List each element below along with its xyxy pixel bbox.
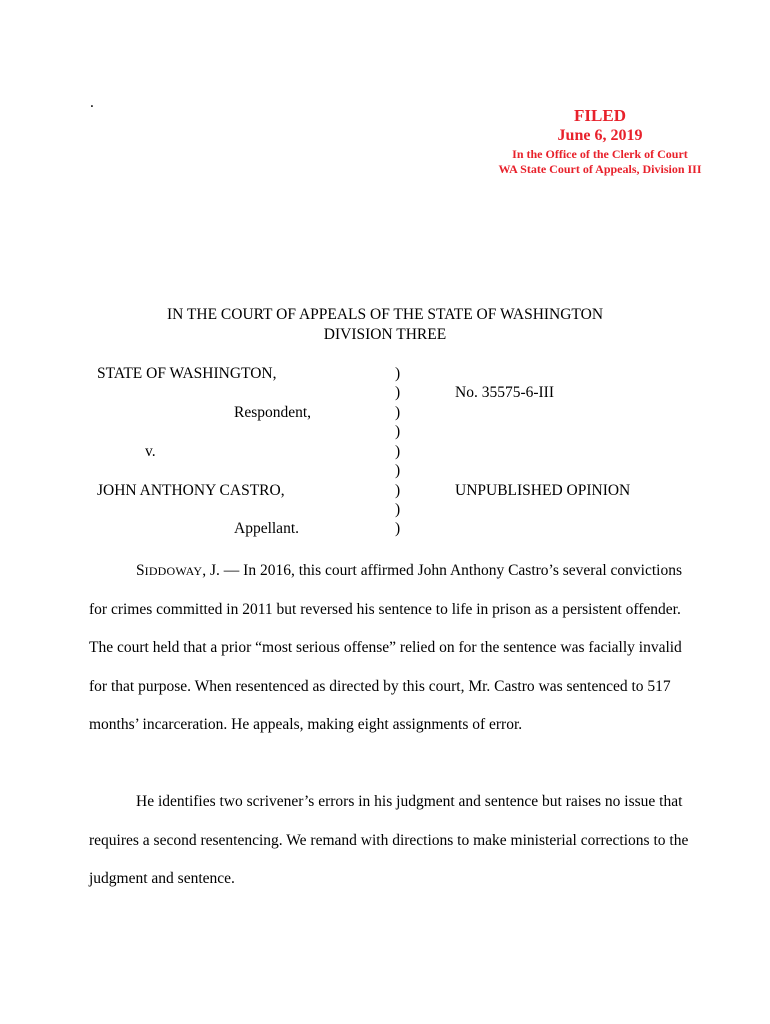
filed-stamp-title: FILED [574,106,626,125]
defendant-role: Appellant. [234,520,299,537]
filed-stamp-court: WA State Court of Appeals, Division III [498,162,702,176]
author-initial: S [136,562,145,579]
versus-label: v. [145,443,156,460]
party-plaintiff: STATE OF WASHINGTON, [97,365,277,382]
court-name: IN THE COURT OF APPEALS OF THE STATE OF WASHINGTON [166,306,604,323]
opinion-paragraph-1 [89,552,689,745]
caption-paren: ) [395,462,401,479]
filed-stamp-office: In the Office of the Clerk of Court [512,147,688,161]
author-suffix: , J. — [202,562,244,579]
caption-paren: ) [395,520,401,537]
caption-paren: ) [395,404,401,421]
stray-dot: . [90,94,94,111]
caption-paren: ) [395,365,401,382]
caption-paren: ) [395,384,401,401]
caption-paren: ) [395,501,401,518]
opinion-paragraph-1-text: In 2016, this court affirmed John Anthony Castro’s several convictions for crimes committed in 2011 but reversed his sentence to life in prison as a persistent offender. The court held that a prior “most serious offense” relied on for the sentence was facially invalid for that purpose. When resentenced as directed by this court, Mr. Castro was sentenced to 517 months’ incarceration. He appeals, making eight assignments of error. [89,562,682,734]
caption-paren: ) [395,443,401,460]
court-division: DIVISION THREE [323,326,447,343]
party-defendant: JOHN ANTHONY CASTRO, [97,482,285,499]
opinion-paragraph-2: He identifies two scrivener’s errors in his judgment and sentence but raises no issue that requires a second resentencing. We remand with directions to make ministerial corrections to the judgment and sentence. [89,793,689,888]
author-name-smallcaps: IDDOWAY [144,564,203,578]
case-number: No. 35575-6-III [455,384,555,401]
caption-paren: ) [395,482,401,499]
opinion-type: UNPUBLISHED OPINION [455,482,631,499]
filed-stamp-date: June 6, 2019 [557,127,643,144]
caption-paren: ) [395,423,401,440]
plaintiff-role: Respondent, [234,404,312,421]
